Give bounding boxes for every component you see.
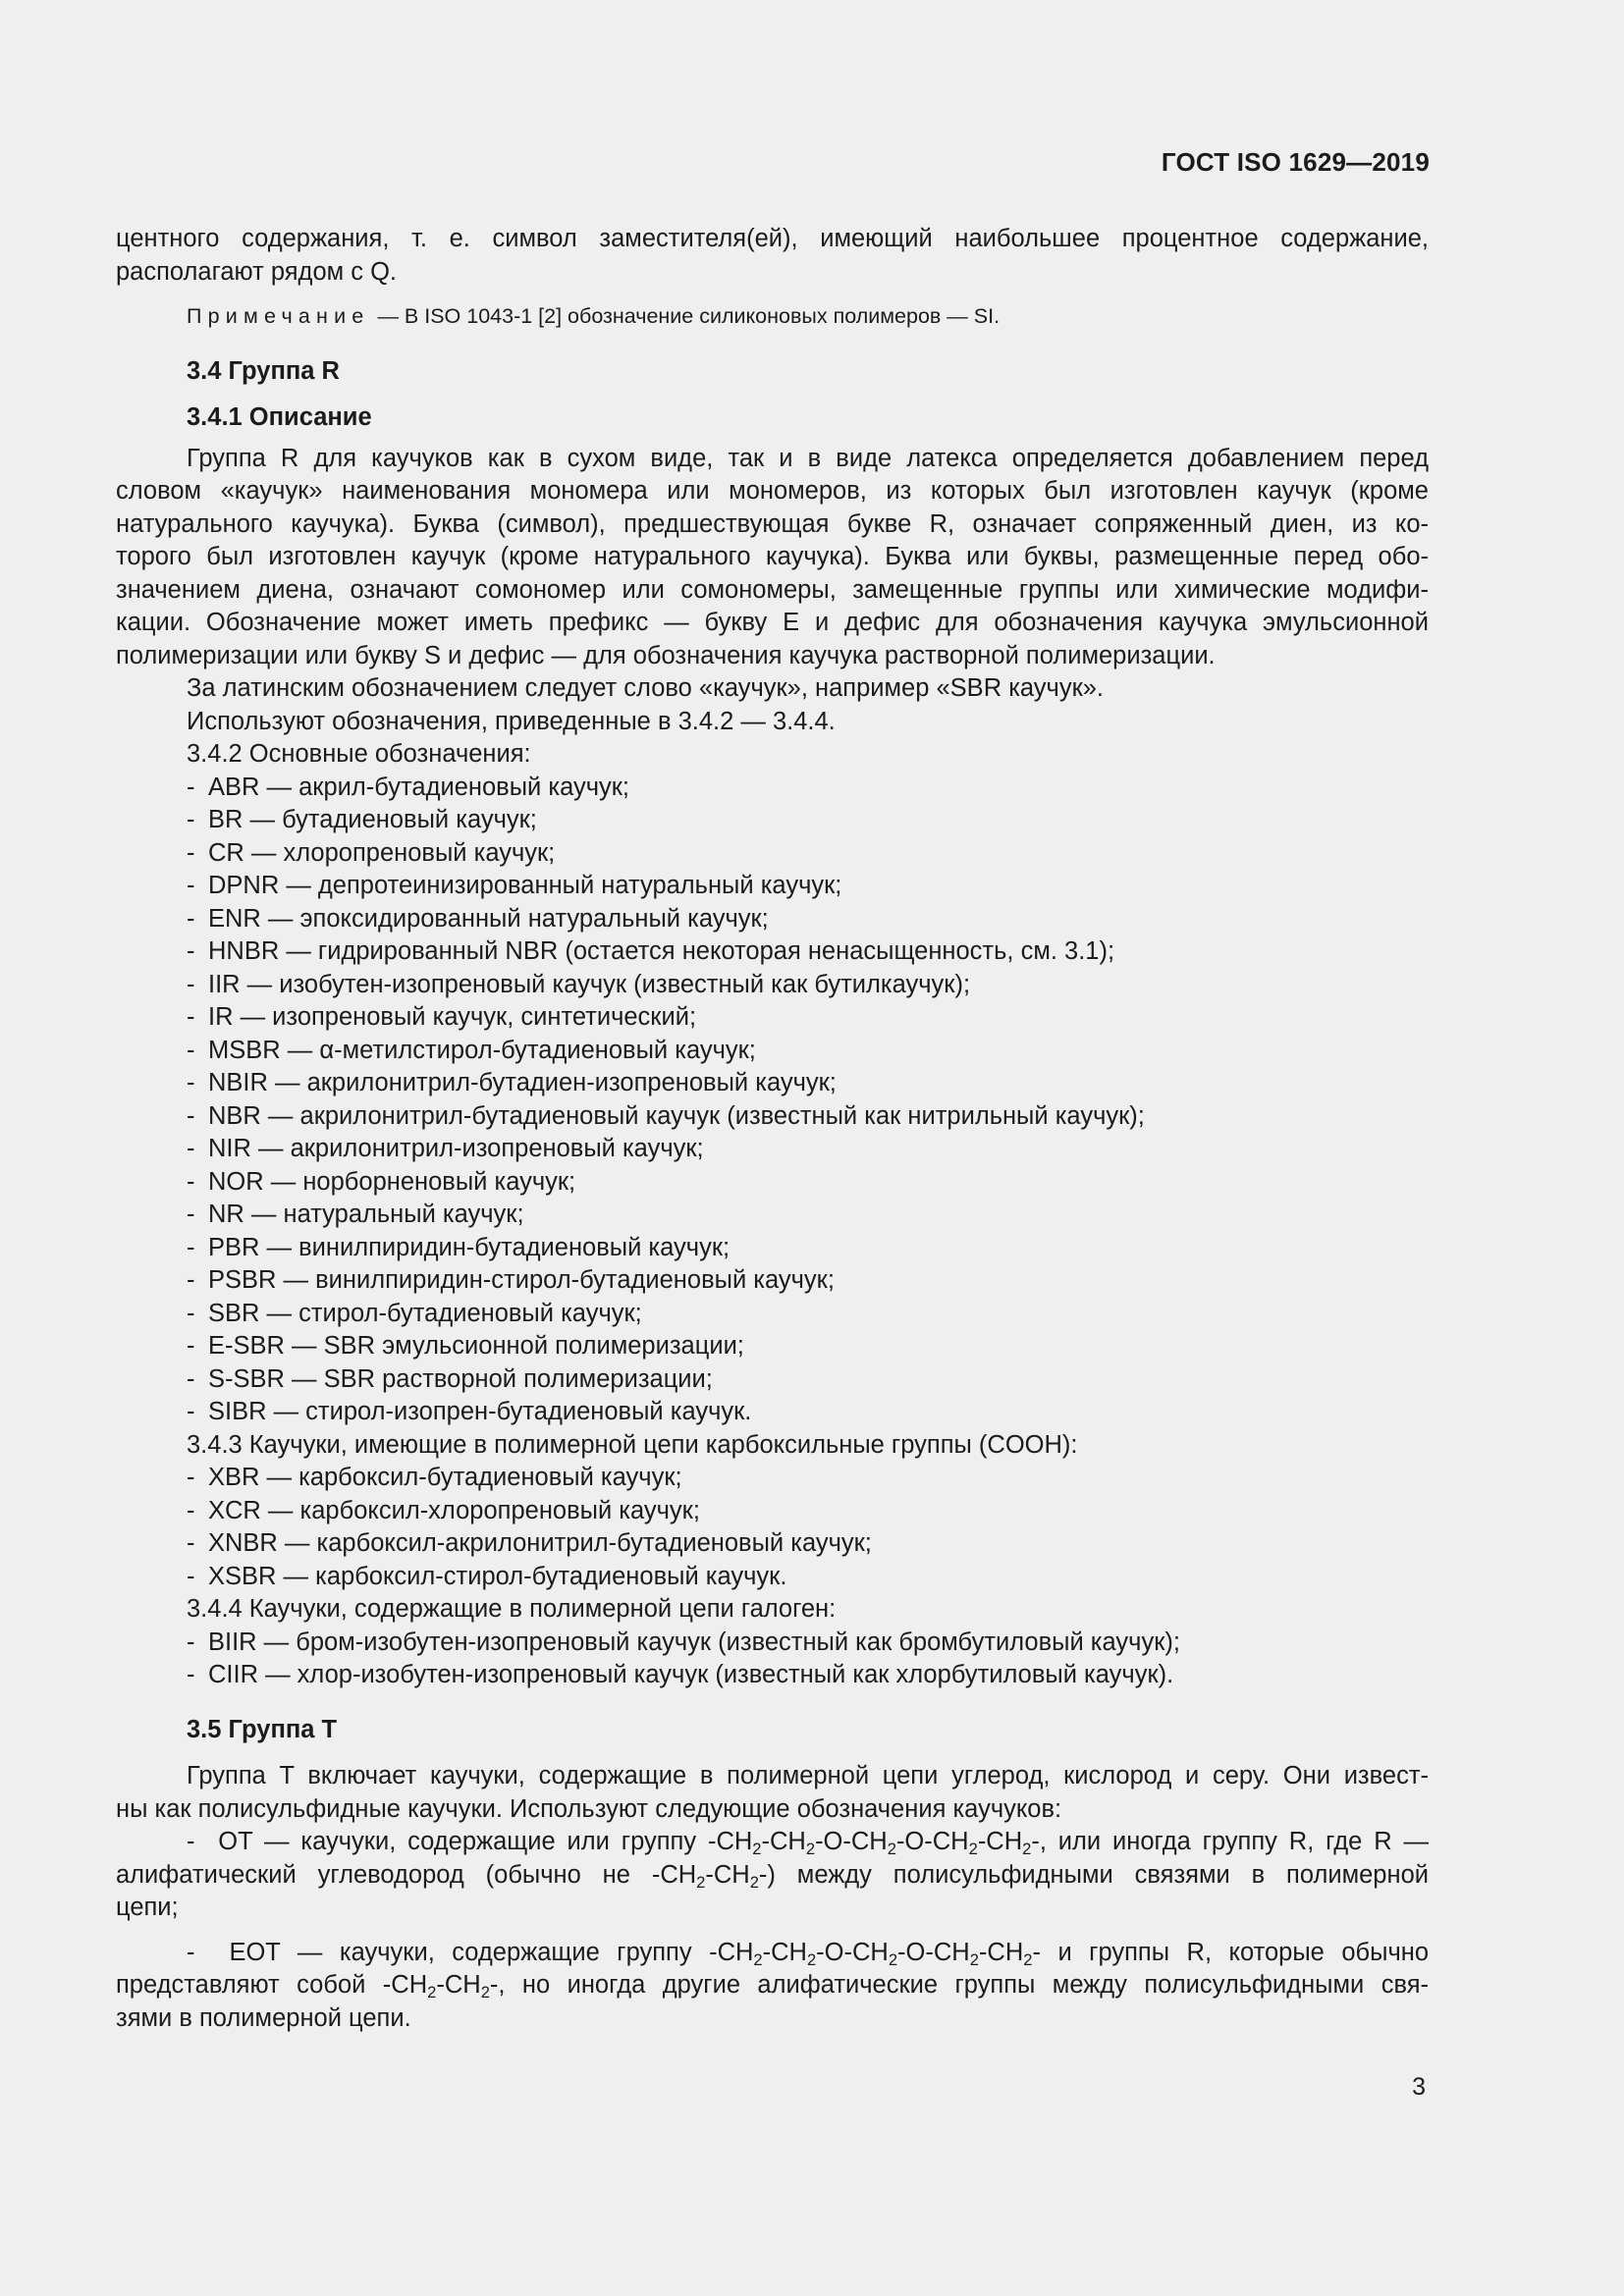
list-item: - BR — бутадиеновый каучук; <box>187 806 537 833</box>
list-item: - XBR — карбоксил-бутадиеновый каучук; <box>187 1464 682 1491</box>
paragraph-3-5-line-2: ны как полисульфидные каучуки. Используют следующие обозначения каучуков: <box>116 1794 1062 1823</box>
note-text: — В ISO 1043-1 [2] обозначение силиконовых полимеров — SI. <box>377 304 1001 328</box>
paragraph-line: торого был изготовлен каучук (кроме натурального каучука). Буква или буквы, размещенные перед обо- <box>116 543 1429 570</box>
section-title-3-4-2: 3.4.2 Основные обозначения: <box>187 740 531 768</box>
paragraph-line: Группа R для каучуков как в сухом виде, так и в виде латекса определяется добавлением перед <box>187 444 1429 472</box>
list-item: - IR — изопреновый каучук, синтетический; <box>187 1003 697 1031</box>
definition-line: представляют собой $-CH_2-CH_2-$, но иногда другие алифатические группы между полисульфидными свя- <box>116 1971 1430 2002</box>
list-item: - MSBR — α-метилстирол-бутадиеновый каучук; <box>187 1036 756 1064</box>
paragraph-usage: Используют обозначения, приведенные в 3.4.2 — 3.4.4. <box>187 707 836 735</box>
list-item: - SIBR — стирол-изопрен-бутадиеновый каучук. <box>187 1398 752 1425</box>
section-heading-3-4: 3.4 Группа R <box>187 356 340 385</box>
list-item: - PBR — винилпиридин-бутадиеновый каучук; <box>187 1233 731 1261</box>
list-item: - SBR — стирол-бутадиеновый каучук; <box>187 1299 642 1327</box>
section-heading-3-5: 3.5 Группа T <box>187 1715 338 1743</box>
section-heading-3-4-1: 3.4.1 Описание <box>187 403 372 431</box>
list-item: - NBIR — акрилонитрил-бутадиен-изопреновый каучук; <box>187 1069 837 1096</box>
list-item: - PSBR — винилпиридин-стирол-бутадиеновый каучук; <box>187 1266 835 1294</box>
list-item: - NOR — норборненовый каучук; <box>187 1167 576 1196</box>
paragraph-line: значением диена, означают сомономер или сомономеры, замещенные группы или химические модифи- <box>116 575 1429 604</box>
list-item: - ENR — эпоксидированный натуральный каучук; <box>187 904 769 933</box>
list-3-4-3 <box>116 1462 1429 1593</box>
list-item: - XSBR — карбоксил-стирол-бутадиеновый каучук. <box>187 1562 787 1590</box>
document-id: ГОСТ ISO 1629—2019 <box>1161 147 1430 177</box>
page-number: 3 <box>1412 2073 1426 2101</box>
list-item: - ABR — акрил-бутадиеновый каучук; <box>187 773 630 801</box>
intro-line-2: располагают рядом с Q. <box>116 257 397 286</box>
page-content <box>116 223 1429 2035</box>
list-item: - NBR — акрилонитрил-бутадиеновый каучук (известный как нитрильный каучук); <box>187 1101 1145 1130</box>
definition-line: алифатический углеводород (обычно не $-CH_2-CH_2-$) между полисульфидными связями в полимерной <box>116 1860 1429 1892</box>
list-item: - S-SBR — SBR растворной полимеризации; <box>187 1364 713 1393</box>
list-item: - DPNR — депротеинизированный натуральный каучук; <box>187 872 842 899</box>
paragraph-latin: За латинским обозначением следует слово «каучук», например «SBR каучук». <box>187 674 1105 702</box>
list-item: - XNBR — карбоксил-акрилонитрил-бутадиеновый каучук; <box>187 1529 872 1557</box>
list-item: - BIIR — бром-изобутен-изопреновый каучук (известный как бромбутиловый каучук); <box>187 1628 1180 1656</box>
list-item: - CIIR — хлор-изобутен-изопреновый каучук (известный как хлорбутиловый каучук). <box>187 1661 1174 1688</box>
note <box>116 300 1429 334</box>
list-item: - E-SBR — SBR эмульсионной полимеризации; <box>187 1332 744 1360</box>
section-title-3-4-4: 3.4.4 Каучуки, содержащие в полимерной цепи галоген: <box>187 1595 837 1623</box>
paragraph-3-4-1 <box>116 443 1429 673</box>
list-item: - XCR — карбоксил-хлоропреновый каучук; <box>187 1496 700 1524</box>
list-3-4-2 <box>116 772 1429 1429</box>
list-item: - NIR — акрилонитрил-изопреновый каучук; <box>187 1135 704 1162</box>
paragraph-line: словом «каучук» наименования мономера или мономеров, из которых был изготовлен каучук (кроме <box>116 477 1429 505</box>
section-title-3-4-3: 3.4.3 Каучуки, имеющие в полимерной цепи карбоксильные группы (COOH): <box>187 1430 1078 1459</box>
note-label: Примечание <box>187 304 370 328</box>
definition-line: зями в полимерной цепи. <box>116 2003 411 2032</box>
list-item: - NR — натуральный каучук; <box>187 1201 524 1228</box>
list-item: - CR — хлоропреновый каучук; <box>187 838 556 867</box>
definition-line: цепи; <box>116 1894 179 1921</box>
paragraph-line: кации. Обозначение может иметь префикс — букву E и дефис для обозначения каучука эмульсионной <box>116 609 1429 636</box>
paragraph-line: полимеризации или букву S и дефис — для обозначения каучука растворной полимеризации. <box>116 641 1216 669</box>
list-3-4-4 <box>116 1627 1429 1692</box>
intro-line-1: центного содержания, т. е. символ заместителя(ей), имеющий наибольшее процентное содержание, <box>116 225 1429 252</box>
list-item: - IIR — изобутен-изопреновый каучук (известный как бутилкаучук); <box>187 970 971 998</box>
definition-ot <box>116 1826 1429 1925</box>
list-item: - HNBR — гидрированный NBR (остается некоторая ненасыщенность, см. 3.1); <box>187 937 1115 965</box>
definition-line: - OT — каучуки, содержащие или группу $-CH_2-CH_2-O-CH_2-O-CH_2-CH_2-$, или иногда группу R, где R — <box>187 1828 1429 1858</box>
definition-eot <box>116 1937 1429 2036</box>
paragraph-3-5-line-1: Группа T включает каучуки, содержащие в полимерной цепи углерод, кислород и серу. Они извест- <box>187 1762 1429 1789</box>
paragraph-line: натурального каучука). Буква (символ), предшествующая букве R, означает сопряженный диен, из ко- <box>116 509 1429 538</box>
definition-line: - EOT — каучуки, содержащие группу $-CH_2-CH_2-O-CH_2-O-CH_2-CH_2-$ и группы R, которые обычно <box>187 1938 1430 1969</box>
